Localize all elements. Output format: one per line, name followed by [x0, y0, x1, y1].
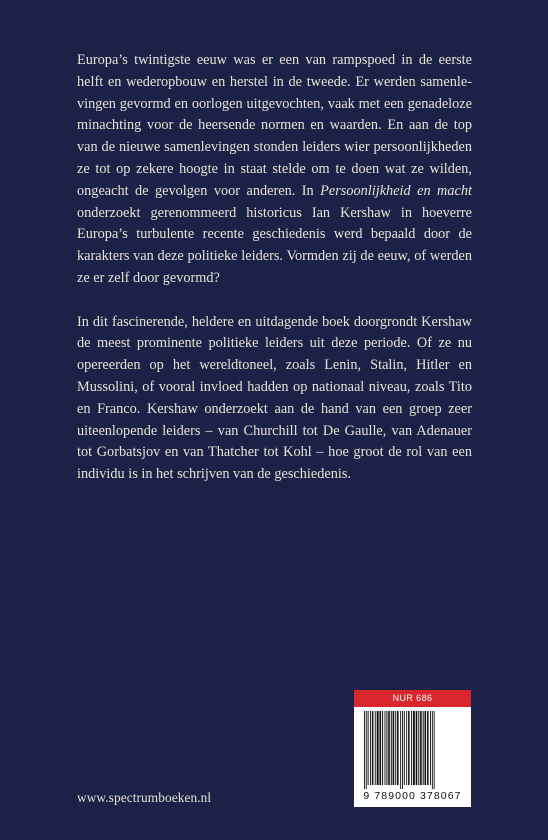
publisher-website[interactable]: www.spectrumboeken.nl	[77, 790, 212, 805]
barcode-bar	[427, 711, 429, 785]
barcode-bar	[380, 711, 382, 785]
barcode-bar	[432, 711, 433, 789]
barcode-bar	[366, 711, 367, 789]
barcode-bar	[434, 711, 435, 789]
barcode-bar	[391, 711, 392, 785]
barcode-bar	[413, 711, 415, 785]
barcode-bar	[430, 711, 431, 785]
barcode-bar	[370, 711, 371, 785]
barcode-bar	[393, 711, 395, 785]
barcode-bar	[411, 711, 412, 785]
barcode-bar	[420, 711, 422, 785]
barcode-bar	[364, 711, 365, 789]
barcode-bar	[408, 711, 410, 785]
barcode-bar	[377, 711, 379, 785]
barcode-bar	[400, 711, 401, 789]
barcode-bar	[404, 711, 405, 785]
book-title-italic: Persoonlijkheid en macht	[320, 182, 472, 199]
barcode-bar	[423, 711, 424, 785]
barcode-bar	[385, 711, 386, 785]
nur-label: NUR 686	[354, 690, 471, 707]
barcode-bar	[372, 711, 374, 785]
barcode-bar	[418, 711, 419, 785]
isbn-barcode-block	[354, 690, 471, 807]
barcode-bar	[368, 711, 369, 785]
barcode-bar	[386, 711, 387, 785]
blurb-p1-text-b: onderzoekt gerenommeerd historicus Ian Kershaw in hoeverre Europa’s turbulente recente geschiedenis werd bepaald door de karakters van deze politieke leiders. Vormden zij de eeuw, of werden ze er zelf door gevormd?	[77, 204, 472, 286]
barcode-bar	[425, 711, 427, 785]
barcode-bar	[395, 711, 396, 785]
isbn-digits: 9 789000 378067	[363, 790, 462, 802]
barcode-bar	[402, 711, 403, 789]
barcode-bar	[388, 711, 390, 785]
barcode-icon	[354, 707, 471, 791]
back-cover-blurb	[77, 50, 472, 486]
barcode-bar	[375, 711, 376, 785]
blurb-paragraph-1	[77, 50, 472, 290]
barcode-bar	[382, 711, 383, 785]
blurb-p1-text-a: Europa’s twintigste eeuw was er een van rampspoed in de eerste helft en wederopbouw en herstel in de tweede. Er werden samenlevingen gevormd en oorlogen uitgevochten, vaak met een genadeloze minachting voor de heersende normen en waarden. En aan de top van de nieuwe samenlevingen stonden leiders wier persoonlijkheden ze tot op zekere hoogte in staat stelde om te doen wat ze wilden, ongeacht de gevolgen voor anderen. In	[77, 52, 472, 199]
blurb-paragraph-2: In dit fascinerende, heldere en uitdagende boek doorgrondt Kershaw de meest prominente politieke leiders uit deze periode. Of ze nu opereerden op het wereldtoneel, zoals Lenin, Stalin, Hitler en Mussolini, of vooral invloed hadden op nationaal niveau, zoals Tito en Franco. Kershaw onderzoekt aan de hand van een groep zeer uiteenlopende leiders – van Churchill tot De Gaulle, van Adenauer tot Gorbatsjov en van Thatcher tot Kohl – hoe groot de rol van een individu is in het schrijven van de geschiedenis.	[77, 313, 472, 483]
barcode-bar	[397, 711, 399, 785]
barcode-bar	[416, 711, 418, 785]
barcode-bar	[406, 711, 407, 785]
